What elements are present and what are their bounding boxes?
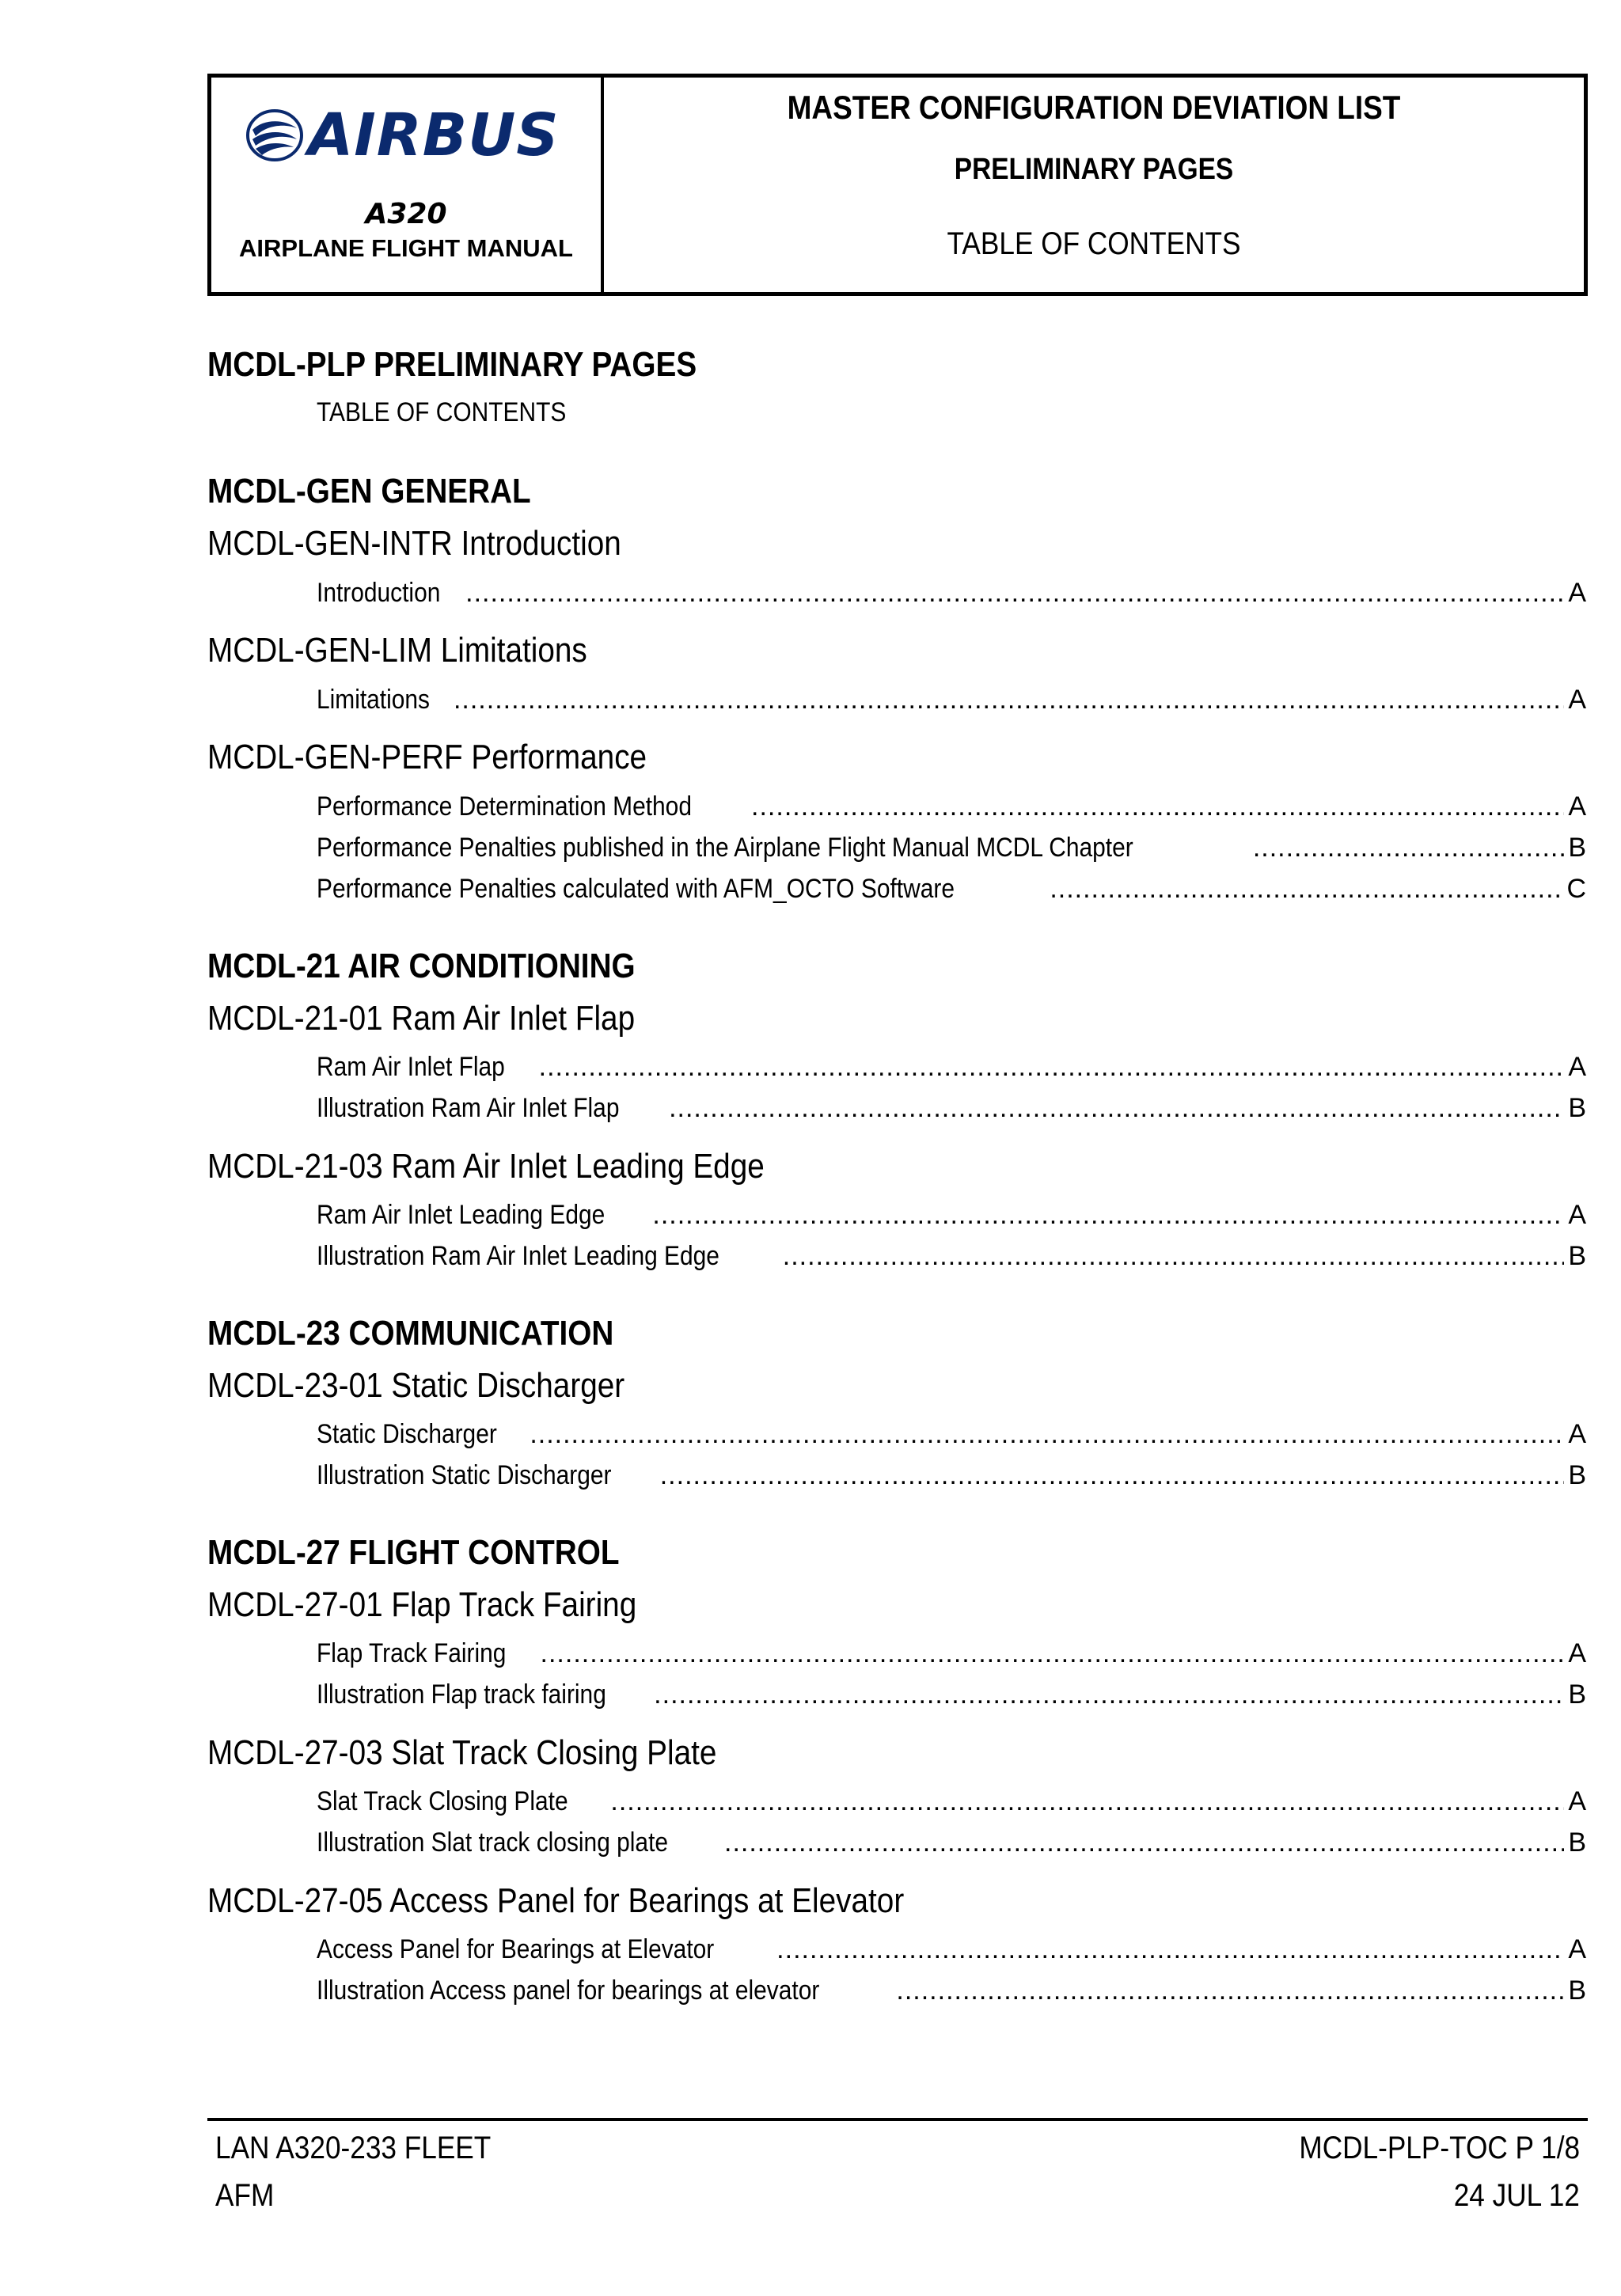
toc-entry-tab: A <box>1568 1638 1586 1668</box>
chapter-heading: MCDL-27 FLIGHT CONTROL <box>207 1533 620 1572</box>
page-header <box>207 74 1588 296</box>
footer-date: 24 JUL 12 <box>1453 2178 1580 2213</box>
toc-entry-tab: B <box>1568 833 1586 863</box>
header-brand-cell <box>211 78 604 292</box>
toc-entry[interactable] <box>317 1975 1586 2010</box>
toc-entry-label: Slat Track Closing Plate <box>317 1786 568 1816</box>
toc-entry[interactable] <box>317 1638 1586 1673</box>
toc-entry[interactable] <box>317 791 1586 826</box>
manual-name: AIRPLANE FLIGHT MANUAL <box>239 234 573 262</box>
toc-entry[interactable] <box>317 1934 1586 1969</box>
section-heading: MCDL-27-03 Slat Track Closing Plate <box>207 1733 717 1772</box>
toc-item: TABLE OF CONTENTS <box>317 397 567 427</box>
toc-entry-tab: C <box>1566 874 1586 904</box>
aircraft-type: A320 <box>365 198 447 230</box>
toc-entry-label: Performance Determination Method <box>317 791 692 822</box>
section-heading: MCDL-21-03 Ram Air Inlet Leading Edge <box>207 1147 765 1186</box>
toc-entry-label: Illustration Ram Air Inlet Leading Edge <box>317 1241 719 1271</box>
chapter-heading: MCDL-PLP PRELIMINARY PAGES <box>207 345 697 384</box>
toc-entry-tab: B <box>1568 1241 1586 1271</box>
footer-doc: AFM <box>215 2178 275 2213</box>
toc-entry-label: Ram Air Inlet Leading Edge <box>317 1200 606 1230</box>
toc-entry[interactable] <box>317 1679 1586 1714</box>
toc-entry-tab: B <box>1568 1975 1586 2006</box>
toc-entry[interactable] <box>317 1241 1586 1276</box>
footer-fleet: LAN A320-233 FLEET <box>215 2131 492 2165</box>
document-section: TABLE OF CONTENTS <box>947 226 1241 261</box>
section-heading: MCDL-GEN-INTR Introduction <box>207 524 621 563</box>
section-heading: MCDL-GEN-PERF Performance <box>207 738 647 776</box>
toc-entry-tab: A <box>1568 1200 1586 1230</box>
toc-entry[interactable] <box>317 1052 1586 1087</box>
toc-entry-label: Illustration Flap track fairing <box>317 1679 606 1710</box>
toc-entry[interactable] <box>317 874 1586 909</box>
toc-entry-label: Illustration Access panel for bearings at elevator <box>317 1975 820 2006</box>
section-heading: MCDL-27-01 Flap Track Fairing <box>207 1585 637 1624</box>
chapter-heading: MCDL-23 COMMUNICATION <box>207 1314 614 1353</box>
section-heading: MCDL-27-05 Access Panel for Bearings at Elevator <box>207 1881 905 1920</box>
toc-entry-tab: A <box>1568 578 1586 608</box>
footer-page-ref: MCDL-PLP-TOC P 1/8 <box>1299 2131 1580 2165</box>
footer-divider <box>207 2118 1588 2121</box>
toc-entry-tab: B <box>1568 1679 1586 1710</box>
toc-entry-tab: B <box>1568 1827 1586 1858</box>
toc-entry-tab: A <box>1568 791 1586 822</box>
document-title: MASTER CONFIGURATION DEVIATION LIST <box>787 89 1401 126</box>
toc-entry[interactable] <box>317 685 1586 719</box>
toc-entry[interactable] <box>317 578 1586 613</box>
toc-entry-tab: B <box>1568 1093 1586 1123</box>
toc-entry-tab: A <box>1568 1934 1586 1964</box>
section-heading: MCDL-23-01 Static Discharger <box>207 1366 625 1405</box>
toc-entry[interactable] <box>317 1460 1586 1495</box>
section-heading: MCDL-GEN-LIM Limitations <box>207 631 587 670</box>
logo-wordmark: AIRBUS <box>308 101 560 169</box>
toc-entry-label: Illustration Slat track closing plate <box>317 1827 669 1858</box>
section-heading: MCDL-21-01 Ram Air Inlet Flap <box>207 999 636 1038</box>
toc-entry-tab: A <box>1568 1052 1586 1082</box>
toc-entry-label: Ram Air Inlet Flap <box>317 1052 505 1082</box>
toc-entry-label: Access Panel for Bearings at Elevator <box>317 1934 715 1964</box>
document-subtitle: PRELIMINARY PAGES <box>954 153 1234 186</box>
toc-entry[interactable] <box>317 833 1586 867</box>
chapter-heading: MCDL-GEN GENERAL <box>207 472 531 510</box>
toc-entry-label: Introduction <box>317 578 441 608</box>
toc-entry[interactable] <box>317 1786 1586 1821</box>
toc-entry[interactable] <box>317 1419 1586 1454</box>
airbus-logo <box>245 101 560 169</box>
toc-entry-tab: A <box>1568 685 1586 715</box>
toc-entry-label: Illustration Static Discharger <box>317 1460 612 1490</box>
toc-entry[interactable] <box>317 1200 1586 1235</box>
toc-entry-tab: A <box>1568 1786 1586 1816</box>
toc-entry-tab: B <box>1568 1460 1586 1490</box>
toc-entry[interactable] <box>317 1093 1586 1128</box>
toc-entry-label: Static Discharger <box>317 1419 497 1449</box>
header-title-cell <box>604 78 1584 292</box>
toc-entry-label: Performance Penalties calculated with AFM_OCTO Software <box>317 874 955 904</box>
toc-entry[interactable] <box>317 1827 1586 1862</box>
chapter-heading: MCDL-21 AIR CONDITIONING <box>207 947 636 985</box>
airbus-swirl-icon <box>245 108 305 163</box>
toc-entry-label: Flap Track Fairing <box>317 1638 507 1668</box>
toc-entry-label: Limitations <box>317 685 431 715</box>
toc-entry-label: Illustration Ram Air Inlet Flap <box>317 1093 620 1123</box>
toc-entry-label: Performance Penalties published in the Airplane Flight Manual MCDL Chapter <box>317 833 1133 863</box>
toc-entry-tab: A <box>1568 1419 1586 1449</box>
